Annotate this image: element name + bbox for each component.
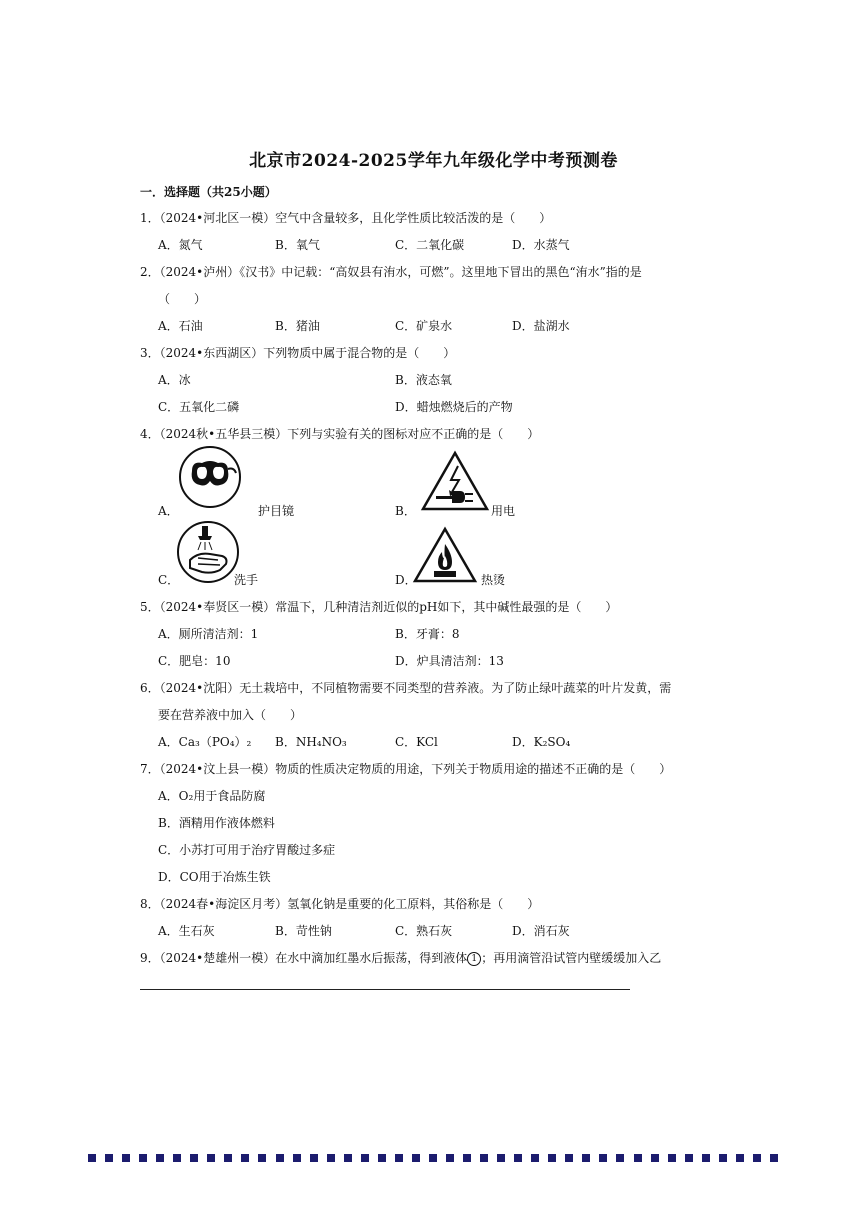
question-5-stem: 5．（2024•奉贤区一模）常温下，几种清洁剂近似的pH如下，其中碱性最强的是（ ）: [140, 600, 618, 614]
question-8-stem: 8．（2024春•海淀区月考）氢氧化钠是重要的化工原料，其俗称是（ ）: [140, 897, 540, 911]
hot-flame-icon: [412, 526, 478, 584]
page-title: 北京市2024-2025学年九年级化学中考预测卷: [249, 151, 618, 171]
q6-option-a: A．Ca₃（PO₄）₂: [158, 735, 252, 749]
q1-option-d: D．水蒸气: [512, 238, 570, 252]
q1-option-c: C．二氧化碳: [395, 238, 465, 252]
footer-rule: [140, 989, 630, 990]
q4-option-d-letter: D．: [395, 573, 417, 587]
q4-option-a-letter: A．: [158, 504, 179, 518]
q5-option-b: B．牙膏：8: [395, 627, 460, 641]
q4-option-d-label: 热烫: [481, 573, 506, 587]
q5-option-c: C．肥皂：10: [158, 654, 231, 668]
q9-stem-part-a: 9．（2024•楚雄州一模）在水中滴加红墨水后振荡，得到液体: [140, 951, 468, 965]
q3-option-d: D．蜡烛燃烧后的产物: [395, 400, 513, 414]
electricity-warning-icon: [420, 450, 490, 512]
q9-stem-part-b: ；再用滴管沿试管内壁缓缓加入乙: [481, 951, 662, 965]
q4-option-a-label: 护目镜: [258, 504, 295, 518]
q3-option-b: B．液态氧: [395, 373, 452, 387]
question-7-stem: 7．（2024•汶上县一模）物质的性质决定物质的用途，下列关于物质用途的描述不正确的是（ ）: [140, 762, 672, 776]
wash-hands-icon: [176, 520, 240, 584]
q7-option-b: B．酒精用作液体燃料: [158, 816, 275, 830]
q6-option-c: C．KCl: [395, 735, 438, 749]
q2-option-b: B．猪油: [275, 319, 320, 333]
q1-option-a: A．氮气: [158, 238, 203, 252]
q4-option-c-letter: C．: [158, 573, 180, 587]
q8-option-a: A．生石灰: [158, 924, 215, 938]
question-3-stem: 3．（2024•东西湖区）下列物质中属于混合物的是（ ）: [140, 346, 456, 360]
q1-option-b: B．氧气: [275, 238, 320, 252]
circled-number: 1: [467, 952, 481, 966]
q4-option-c-label: 洗手: [234, 573, 259, 587]
q2-option-a: A．石油: [158, 319, 203, 333]
question-6-stem-cont: 要在营养液中加入（ ）: [158, 708, 303, 722]
question-4-stem: 4．（2024秋•五华县三模）下列与实验有关的图标对应不正确的是（ ）: [140, 427, 540, 441]
section-heading: 一．选择题（共25小题）: [140, 185, 277, 199]
q8-option-c: C．熟石灰: [395, 924, 453, 938]
q7-option-c: C．小苏打可用于治疗胃酸过多症: [158, 843, 336, 857]
q7-option-a: A．O₂用于食品防腐: [158, 789, 266, 803]
q8-option-b: B．苛性钠: [275, 924, 332, 938]
question-2-stem: 2．（2024•泸州）《汉书》中记载：“高奴县有洧水，可燃”。这里地下冒出的黑色“洧水”指的是: [140, 265, 642, 279]
q6-option-d: D．K₂SO₄: [512, 735, 571, 749]
question-6-stem: 6．（2024•沈阳）无土栽培中，不同植物需要不同类型的营养液。为了防止绿叶蔬菜的叶片发黄，需: [140, 681, 672, 695]
q5-option-d: D．炉具清洁剂：13: [395, 654, 504, 668]
q3-option-a: A．冰: [158, 373, 191, 387]
page-border-dots: [88, 1153, 778, 1163]
q6-option-b: B．NH₄NO₃: [275, 735, 347, 749]
q7-option-d: D．CO用于冶炼生铁: [158, 870, 271, 884]
q5-option-a: A．厕所清洁剂：1: [158, 627, 259, 641]
question-2-stem-cont: （ ）: [158, 292, 207, 306]
q2-option-c: C．矿泉水: [395, 319, 453, 333]
question-1-stem: 1．（2024•河北区一模）空气中含量较多，且化学性质比较活泼的是（ ）: [140, 211, 552, 225]
question-9-stem: [140, 950, 661, 966]
goggles-icon: [178, 445, 242, 509]
q8-option-d: D．消石灰: [512, 924, 570, 938]
q4-option-b-letter: B．: [395, 504, 416, 518]
q3-option-c: C．五氧化二磷: [158, 400, 240, 414]
q4-option-b-label: 用电: [491, 504, 516, 518]
q2-option-d: D．盐湖水: [512, 319, 570, 333]
